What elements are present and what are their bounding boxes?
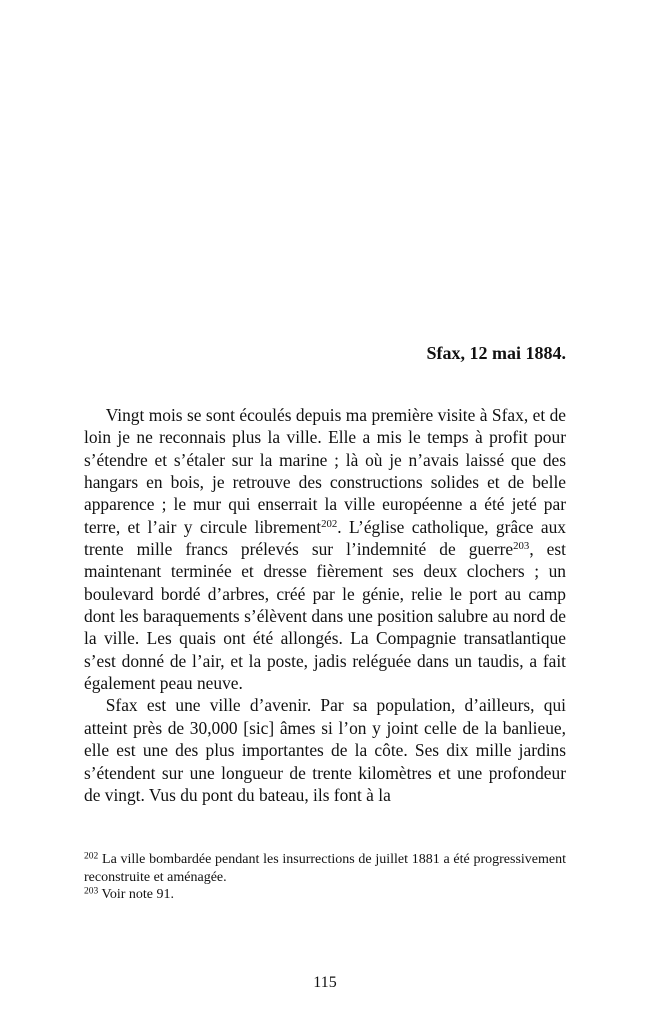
footnote-reference[interactable]: 202: [321, 517, 338, 530]
footnote-text: La ville bombardée pendant les insurrections de juillet 1881 a été progressivement reconstruite et aménagée.: [84, 852, 567, 885]
footnote: [84, 886, 566, 904]
footnote: [84, 851, 566, 886]
dateline: Sfax, 12 mai 1884.: [426, 343, 566, 363]
footnote-number: 203: [84, 886, 99, 897]
footnote-number: 202: [84, 851, 99, 862]
paragraph-text: . L’église catholique, grâce aux trente mille francs prélevés sur l’indemnité de guerre: [84, 516, 566, 560]
page-number: 115: [313, 974, 337, 991]
footnote-reference[interactable]: 203: [513, 540, 530, 553]
paragraph-text: , est maintenant terminée et dresse fièrement ses deux clochers ; un boulevard bordé d’arbres, créé par le génie, relie le port au camp dont les baraquements s’élèvent dans une position salubre au nord de la ville. Les quais ont été allongés. La Compagnie transatlantique s’est donné de l’air, et la poste, jadis reléguée dans un taudis, a fait également peau neuve.: [84, 539, 566, 694]
paragraph-text: Sfax est une ville d’avenir. Par sa population, d’ailleurs, qui atteint près de 30,000 [sic] âmes si l’on y joint celle de la banlieue, elle est une des plus importantes de la côte. Ses dix mille jardins s’étendent sur une longueur de trente kilomètres et une profondeur de vingt. Vus du pont du bateau, ils font à la: [84, 695, 566, 805]
footnote-text: Voir note 91.: [101, 887, 174, 902]
paragraph: [84, 694, 566, 806]
body-text: [84, 404, 566, 806]
paragraph-text: Vingt mois se sont écoulés depuis ma première visite à Sfax, et de loin je ne reconnais plus la ville. Elle a mis le temps à profit pour s’étendre et s’étaler sur la marine ; là où je n’avais laissé que des hangars en bois, je retrouve des constructions solides et de belle apparence ; le mur qui enserrait la ville européenne a été jeté par terre, et l’air y circule librement: [84, 405, 566, 537]
footnotes: [84, 851, 566, 904]
paragraph: [84, 404, 566, 694]
